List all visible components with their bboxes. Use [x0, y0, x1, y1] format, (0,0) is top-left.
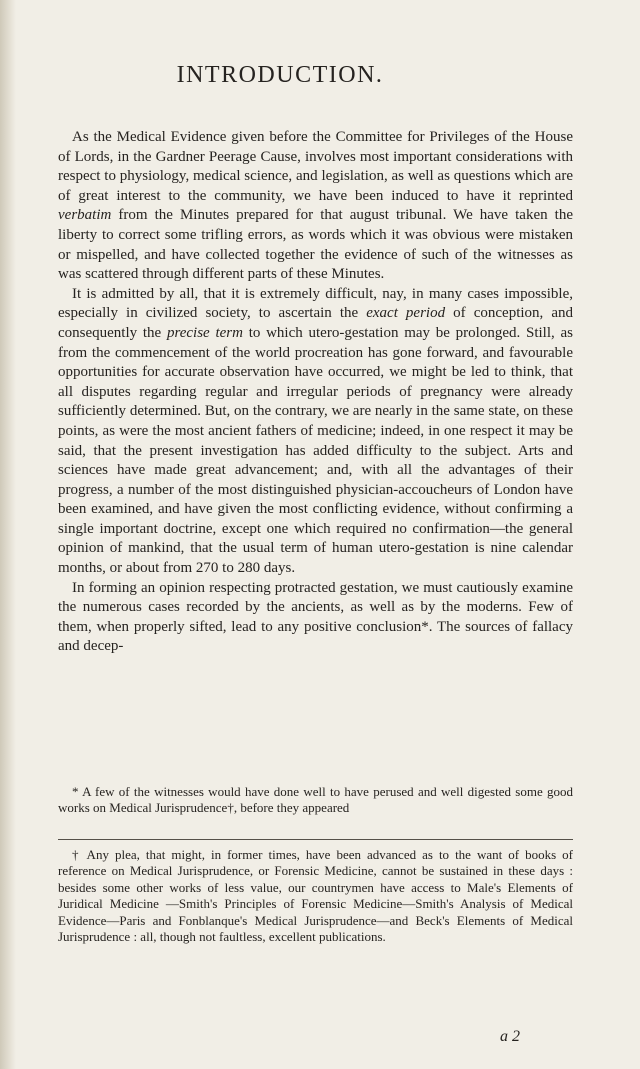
paragraph-text: of conception, and consequently the	[58, 305, 573, 341]
paragraph-text: from the Minutes prepared for that august tribunal. We have taken the liberty to correct some trifling errors, as words which it was obvious were mistaken or mispelled, and have collected together the evidence of such of the witnesses as was scattered through different parts of these Minutes.	[58, 207, 573, 283]
signature-mark: a 2	[500, 1028, 520, 1045]
footnote-1-text: * A few of the witnesses would have done well to have perused and well digested some good works on Medical Jurisprudence†, before they appeared	[58, 784, 573, 816]
footnote-rule	[58, 839, 573, 840]
page-heading: INTRODUCTION.	[176, 62, 384, 88]
footnote-2-text: † Any plea, that might, in former times, have been advanced as to the want of books of reference on Medical Jurisprudence, or Forensic Medicine, cannot be sustained in these days : besides some other works of less value, our countrymen have access to Male's Elements of Juridical Medicine —Smith's Principles of Forensic Medicine—Smith's Analysis of Medical Evidence—Paris and Fonblanque's Medical Jurisprudence—and Beck's Elements of Medical Jurisprudence : all, though not faultless, excellent publications.	[58, 847, 573, 945]
body-paragraph	[58, 128, 573, 285]
paragraph-text: It is admitted by all, that it is extremely difficult, nay, in many cases impossible, especially in civilized society, to ascertain the	[58, 285, 573, 322]
footnote-2	[58, 847, 573, 945]
body-paragraph	[58, 285, 573, 579]
page-edge-shadow	[0, 0, 16, 1069]
paragraph-text: to which utero-gestation may be prolonged. Still, as from the commencement of the world procreation has gone forward, and favourable opportunities for accurate observation have occurred, we might be led to think, that all disputes regarding regular and irregular periods of pregnancy were already sufficiently determined. But, on the contrary, we are nearly in the same state, on these points, as were the most ancient fathers of medicine; indeed, in one respect it may be said, that the present investigation has added difficulty to the subject. Arts and sciences have made great advancement; and, with all the advantages of their progress, a number of the most distinguished physician-accoucheurs of London have been examined, and have given the most conflicting evidence, without confirming a single important doctrine, except one which required no confirmation—the general opinion of mankind, that the usual term of human utero-gestation is nine calendar months, or about from 270 to 280 days.	[58, 324, 573, 577]
paragraph-text: In forming an opinion respecting protracted gestation, we must cautiously examine the numerous cases recorded by the ancients, as well as by the moderns. Few of them, when properly sifted, lead to any positive conclusion*. The sources of fallacy and decep-	[58, 579, 573, 655]
body-text	[58, 128, 573, 657]
paragraph-text: As the Medical Evidence given before the Committee for Privileges of the House of Lords, in the Gardner Peerage Cause, involves most important considerations with respect to physiology, medical science, and legislation, as well as questions which are of great interest to the community, we have been induced to have it reprinted	[58, 129, 573, 204]
italic-text: exact period	[366, 305, 446, 322]
italic-text: verbatim	[58, 207, 112, 224]
body-paragraph	[58, 579, 573, 657]
italic-text: precise term	[166, 324, 243, 341]
footnote-1	[58, 784, 573, 817]
